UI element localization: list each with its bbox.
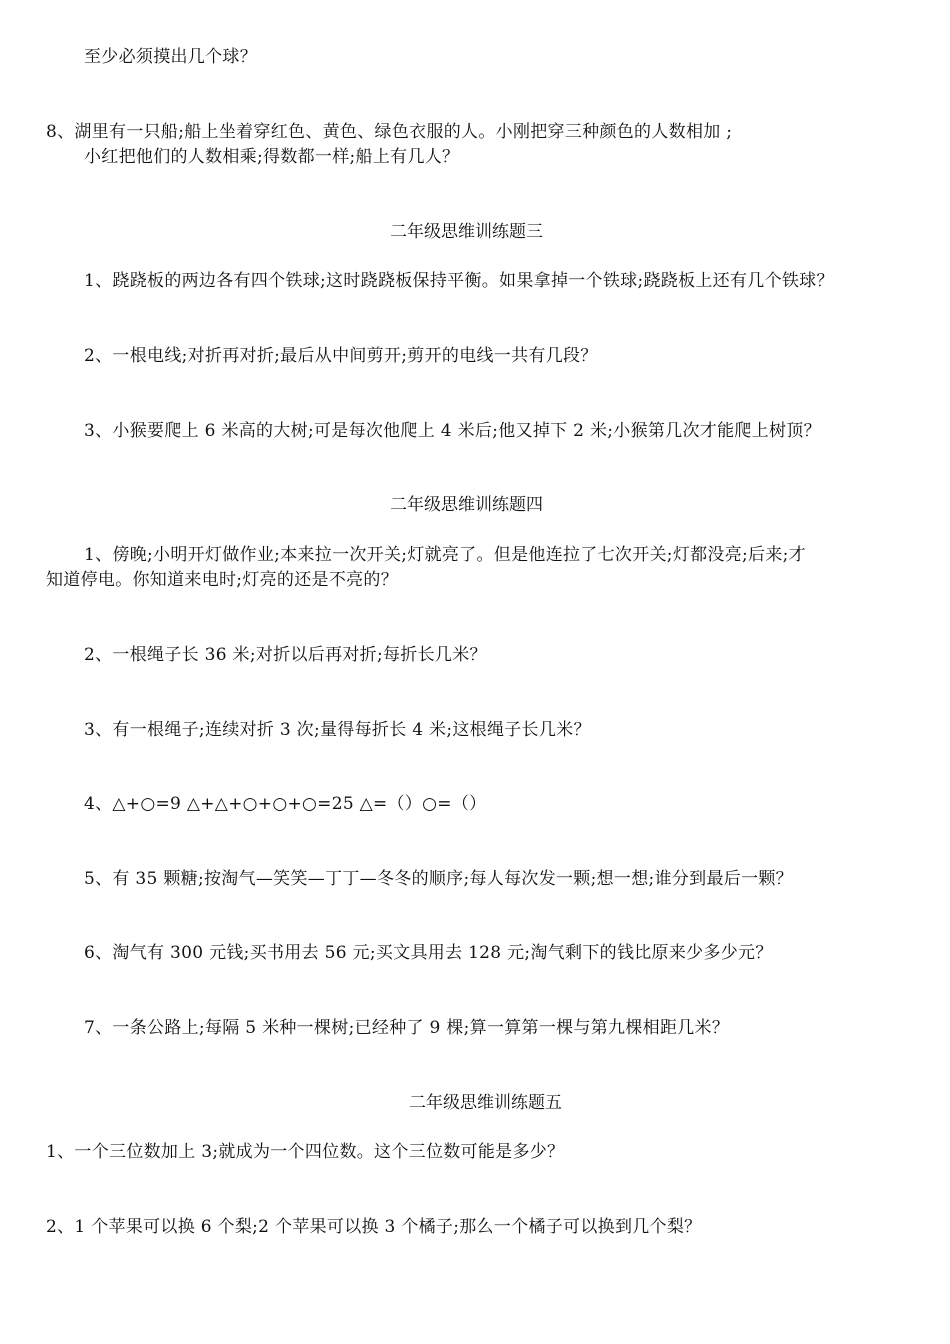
question-8-line-2: 小红把他们的人数相乘;得数都一样;船上有几人？: [84, 147, 460, 167]
section-four-question-1-line-2: 知道停电。你知道来电时;灯亮的还是不亮的？: [46, 570, 399, 590]
section-five-question-2: 2、1 个苹果可以换 6 个梨;2 个苹果可以换 3 个橘子;那么一个橘子可以换到几个梨？: [46, 1217, 702, 1237]
section-title-five: 二年级思维训练题五: [409, 1093, 562, 1113]
section-four-question-4: 4、△+○=9 △+△+○+○+○=25 △=（）○=（）: [84, 794, 487, 814]
section-title-four: 二年级思维训练题四: [390, 495, 543, 515]
section-three-question-3: 3、小猴要爬上 6 米高的大树;可是每次他爬上 4 米后;他又掉下 2 米;小猴第几次才能爬上树顶？: [84, 421, 821, 441]
section-three-question-1: 1、跷跷板的两边各有四个铁球;这时跷跷板保持平衡。如果拿掉一个铁球;跷跷板上还有几个铁球？: [84, 271, 834, 291]
section-four-question-2: 2、一根绳子长 36 米;对折以后再对折;每折长几米？: [84, 645, 487, 665]
section-four-question-5: 5、有 35 颗糖;按淘气—笑笑—丁丁—冬冬的顺序;每人每次发一颗;想一想;谁分到最后一颗？: [84, 869, 793, 889]
question-7-tail: 至少必须摸出几个球？: [84, 47, 257, 67]
section-three-question-2: 2、一根电线;对折再对折;最后从中间剪开;剪开的电线一共有几段？: [84, 346, 598, 366]
section-four-question-7: 7、一条公路上;每隔 5 米种一棵树;已经种了 9 棵;算一算第一棵与第九棵相距几米？: [84, 1018, 730, 1038]
section-title-three: 二年级思维训练题三: [390, 222, 543, 242]
section-four-question-6: 6、淘气有 300 元钱;买书用去 56 元;买文具用去 128 元;淘气剩下的钱比原来少多少元？: [84, 943, 773, 963]
question-8-line-1: 8、湖里有一只船;船上坐着穿红色、黄色、绿色衣服的人。小刚把穿三种颜色的人数相加 ;: [46, 122, 733, 142]
section-five-question-1: 1、一个三位数加上 3;就成为一个四位数。这个三位数可能是多少？: [46, 1142, 565, 1162]
section-four-question-3: 3、有一根绳子;连续对折 3 次;量得每折长 4 米;这根绳子长几米？: [84, 720, 591, 740]
section-four-question-1-line-1: 1、傍晚;小明开灯做作业;本来拉一次开关;灯就亮了。但是他连拉了七次开关;灯都没亮;后来;才: [84, 545, 806, 565]
